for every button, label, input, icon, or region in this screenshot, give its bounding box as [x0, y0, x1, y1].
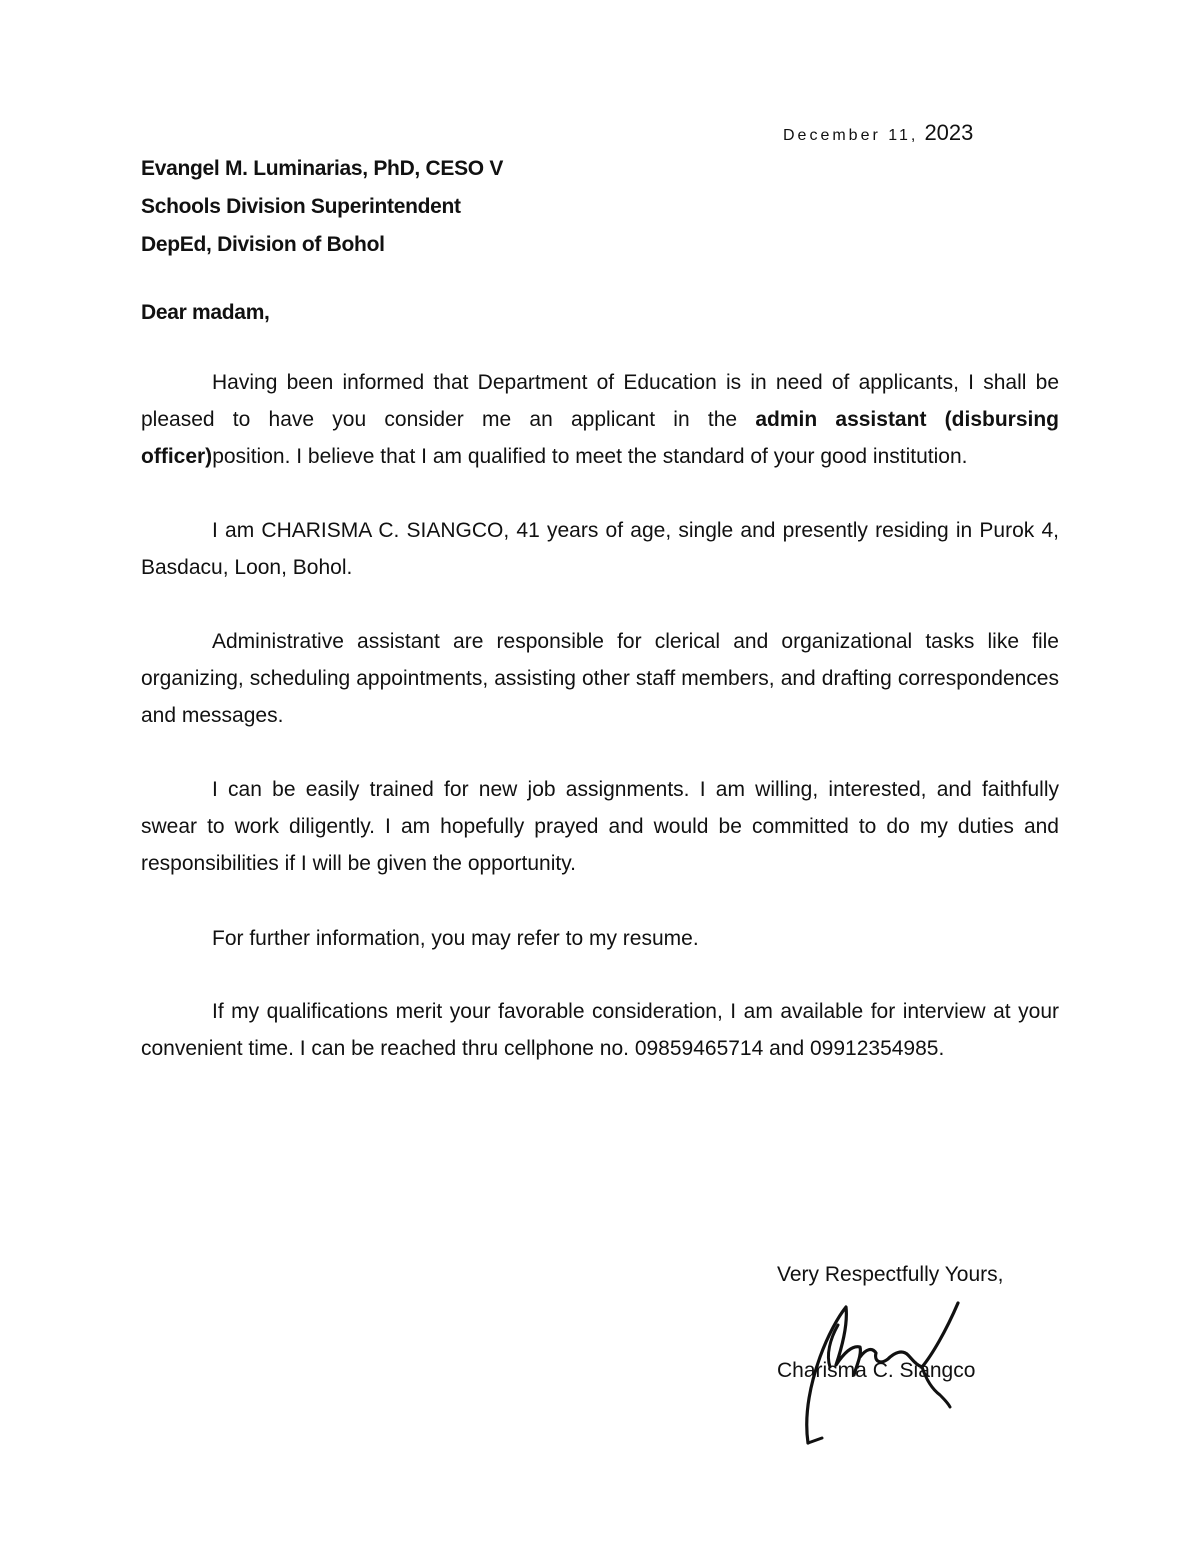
signer-name: Charisma C. Siangco [777, 1359, 976, 1382]
salutation: Dear madam, [141, 301, 270, 324]
recipient-name: Evangel M. Luminarias, PhD, CESO V [141, 157, 504, 180]
paragraph-application-part1: Having been informed that Department of Education is in need of applicants, I shall be pleased to have you consider me an applicant in the [141, 371, 1059, 431]
recipient-block [141, 150, 503, 264]
paragraph-personal-info: I am CHARISMA C. SIANGCO, 41 years of age, single and presently residing in Purok 4, Basdacu, Loon, Bohol. [141, 519, 1059, 579]
paragraph-application-part2: position. I believe that I am qualified to meet the standard of your good institution. [212, 445, 968, 468]
paragraph-contact: If my qualifications merit your favorable consideration, I am available for interview at your convenient time. I can be reached thru cellphone no. 09859465714 and 09912354985. [141, 1000, 1059, 1060]
recipient-title: Schools Division Superintendent [141, 195, 461, 218]
recipient-office: DepEd, Division of Bohol [141, 233, 385, 256]
paragraph-commitment: I can be easily trained for new job assignments. I am willing, interested, and faithfully swear to work diligently. I am hopefully prayed and would be committed to do my duties and responsibilities if I will be given the opportunity. [141, 778, 1059, 875]
handwritten-signature [790, 1295, 980, 1455]
date-month-day: December 11, [783, 127, 919, 144]
letter-date [783, 120, 973, 149]
paragraph-job-description: Administrative assistant are responsible for clerical and organizational tasks like file organizing, scheduling appointments, assisting other staff members, and drafting correspondences and messages. [141, 630, 1059, 727]
closing: Very Respectfully Yours, [777, 1263, 1004, 1286]
date-year: 2023 [924, 120, 974, 145]
position-applied: admin assistant (disbursing officer) [141, 408, 1059, 468]
paragraph-resume-reference: For further information, you may refer to my resume. [212, 927, 699, 950]
paragraph-application [141, 364, 1059, 475]
